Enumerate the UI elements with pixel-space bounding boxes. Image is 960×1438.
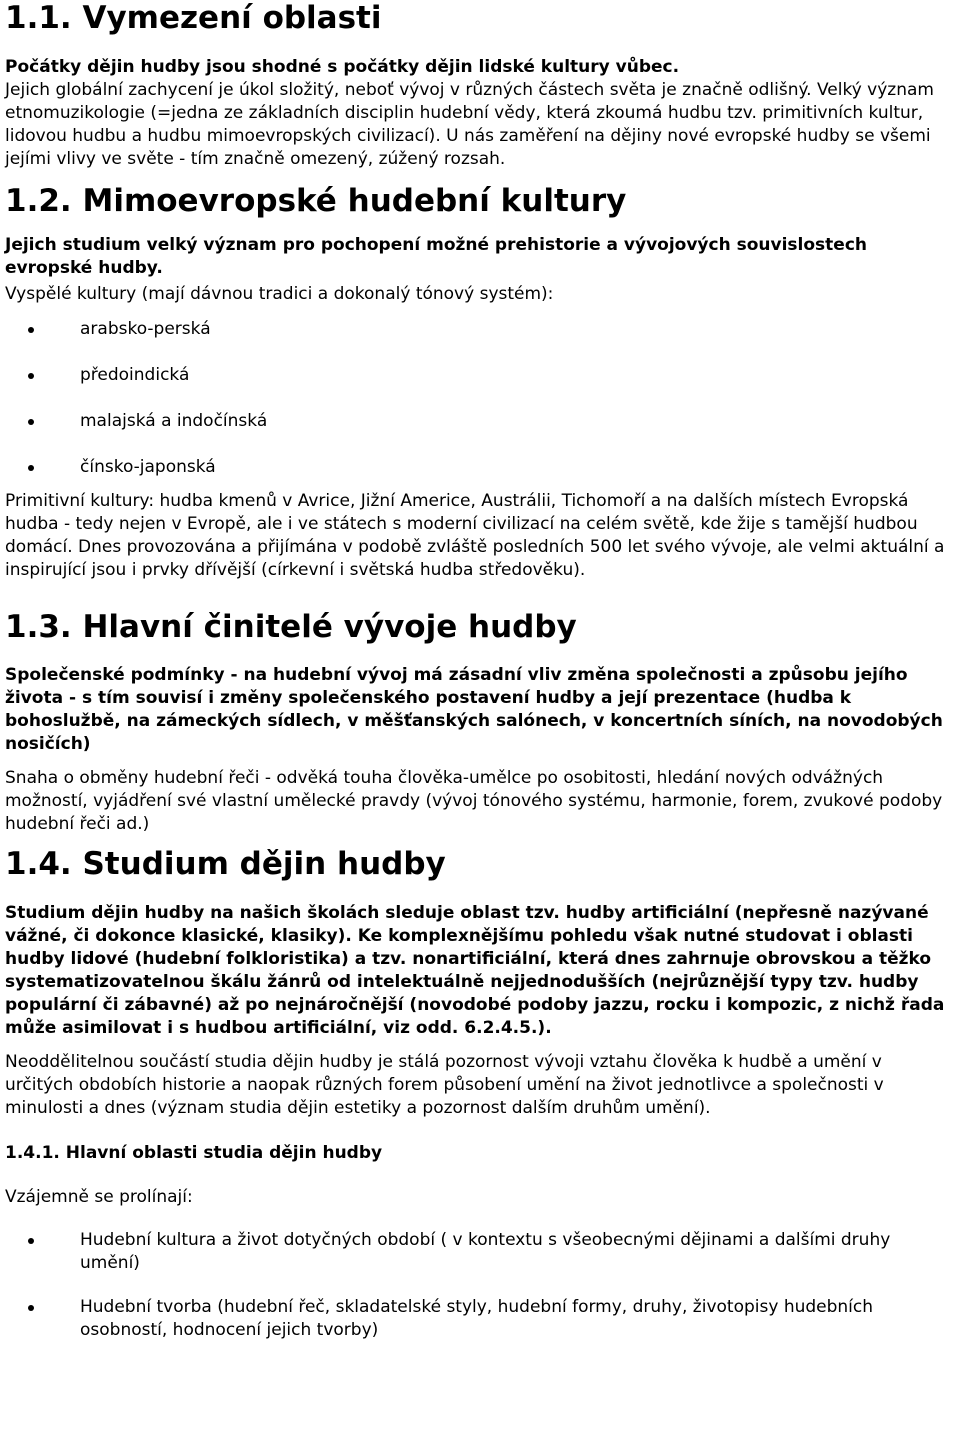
paragraph-1-2: Primitivní kultury: hudba kmenů v Avrice, Jižní Americe, Austrálii, Tichomoří a na dalších místech Evropská hudba - tedy nejen v Evropě, ale i ve státech s moderní civilizací na celém světě, kde žije s tamější hudbou domácí. Dnes provozována a přijímána v podobě zvláště posledních 500 let svého vývoje, ale velmi aktuální a inspirující jsou i prvky dřívější (církevní i světská hudba středověku). — [5, 491, 945, 580]
bullet-icon — [28, 327, 34, 333]
heading-1-3: 1.3. Hlavní činitelé vývoje hudby — [5, 609, 577, 645]
intro-1-2: Vyspělé kultury (mají dávnou tradici a dokonalý tónový systém): — [5, 284, 554, 304]
bullet-icon — [28, 465, 34, 471]
study-areas-list — [5, 1229, 953, 1342]
list-item: předoindická — [5, 364, 953, 387]
list-item: Hudební tvorba (hudební řeč, skladatelské styly, hudební formy, druhy, životopisy hudebních osobností, hodnocení jejich tvorby) — [5, 1296, 953, 1342]
list-item: čínsko-japonská — [5, 456, 953, 479]
lead-1-2: Jejich studium velký význam pro pochopení možné prehistorie a vývojových souvislostech evropské hudby. — [5, 235, 868, 278]
heading-1-4: 1.4. Studium dějin hudby — [5, 846, 446, 882]
list-item: arabsko-perská — [5, 318, 953, 341]
bullet-icon — [28, 419, 34, 425]
lead-1-1: Počátky dějin hudby jsou shodné s počátky dějin lidské kultury vůbec. — [5, 57, 680, 77]
bullet-icon — [28, 373, 34, 379]
lead-1-3: Společenské podmínky - na hudební vývoj má zásadní vliv změna společnosti a způsobu jejího života - s tím souvisí i změny společenského postavení hudby a její prezentace (hudba k bohoslužbě, na zámeckých sídlech, v měšťanských salónech, v koncertních síních, na novodobých nosičích) — [5, 665, 943, 754]
paragraph-1-4: Neoddělitelnou součástí studia dějin hudby je stálá pozornost vývoji vztahu člověka k hudbě a umění v určitých obdobích historie a naopak různých forem působení umění na život jednotlivce a společnosti v minulosti a dnes (význam studia dějin estetiky a pozornost dalším druhům umění). — [5, 1052, 884, 1118]
lead-1-4: Studium dějin hudby na našich školách sleduje oblast tzv. hudby artificiální (nepřesně nazývané vážné, či dokonce klasické, klasiky). Ke komplexnějšímu pohledu však nutné studovat i oblasti hudby lidové (hudební folkloristika) a tzv. nonartificiální, která dnes zahrnuje obrovskou a těžko systematizovatelnou škálu žánrů od intelektuálně nejjednodušších (nejrůznější typy tzv. hudby populární či zábavné) až po nejnáročnější (novodobé podoby jazzu, rocku i kompozic, z nichž řada může asimilovat i s hudbou artificiální, viz odd. 6.2.4.5.). — [5, 903, 945, 1038]
heading-1-1: 1.1. Vymezení oblasti — [5, 0, 382, 36]
paragraph-1-3: Snaha o obměny hudební řeči - odvěká touha člověka-umělce po osobitosti, hledání nových odvážných možností, vyjádření své vlastní umělecké pravdy (vývoj tónového systému, harmonie, forem, zvukové podoby hudební řeči ad.) — [5, 768, 943, 834]
heading-1-2: 1.2. Mimoevropské hudební kultury — [5, 183, 627, 219]
bullet-icon — [28, 1238, 34, 1244]
paragraph-1-1: Jejich globální zachycení je úkol složitý, neboť vývoj v různých částech světa je značně odlišný. Velký význam etnomuzikologie (=jedna ze základních disciplin hudební vědy, která zkoumá hudbu tzv. primitivních kultur, lidovou hudbu a hudbu mimoevropských civilizací). U nás zaměření na dějiny nové evropské hudby se všemi jejími vlivy ve světe - tím značně omezený, zúžený rozsah. — [5, 80, 934, 169]
document-page — [5, 0, 953, 1342]
bullet-icon — [28, 1305, 34, 1311]
intro-1-4-1: Vzájemně se prolínají: — [5, 1187, 193, 1207]
advanced-cultures-list — [5, 318, 953, 479]
list-item: malajská a indočínská — [5, 410, 953, 433]
list-item: Hudební kultura a život dotyčných období ( v kontextu s všeobecnými dějinami a dalšími druhy umění) — [5, 1229, 953, 1275]
subheading-1-4-1: 1.4.1. Hlavní oblasti studia dějin hudby — [5, 1143, 383, 1163]
